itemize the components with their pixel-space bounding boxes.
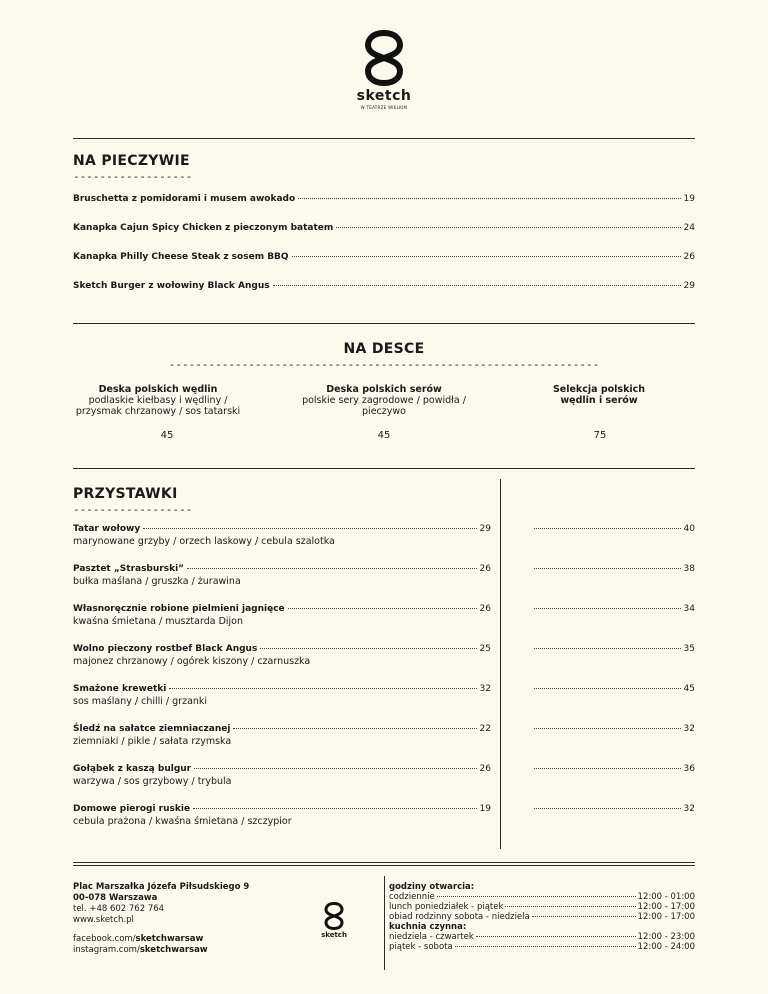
instagram-prefix: instagram.com/ (73, 945, 140, 955)
dot-leader (455, 946, 636, 947)
board-description: podlaskie kiełbasy i wędliny / przysmak chrzanowy / sos tatarski (75, 395, 241, 417)
board-name: Deska polskich wędlin (98, 384, 218, 395)
dot-leader (505, 906, 635, 907)
menu-item (73, 252, 695, 262)
instagram-link[interactable] (73, 945, 313, 956)
item-name: Kanapka Philly Cheese Steak z sosem BBQ (73, 252, 289, 262)
hours-row (389, 902, 695, 912)
brand-subtitle: W TEATRZE WIELKIM (360, 105, 408, 110)
menu-item-large (534, 804, 695, 814)
dot-leader (534, 648, 681, 649)
item-price-large: 32 (683, 804, 695, 814)
item-name: Smażone krewetki (73, 684, 167, 694)
board-description: polskie sery zagrodowe / powidła / pieczywo (302, 395, 466, 417)
item-description: cebula prażona / kwaśna śmietana / szczypior (73, 816, 292, 827)
menu-item (73, 524, 491, 547)
item-description: marynowane grzyby / orzech laskowy / cebula szalotka (73, 536, 335, 547)
menu-item (73, 684, 491, 707)
item-name: Pasztet „Strasburski” (73, 564, 185, 574)
address-line-2: 00-078 Warszawa (73, 893, 158, 903)
opening-hours (389, 882, 695, 952)
item-price-large: 38 (683, 564, 695, 574)
item-price: 26 (479, 564, 491, 574)
brand-name: sketch (356, 88, 412, 104)
board-item (536, 384, 662, 406)
item-name: Bruschetta z pomidorami i musem awokado (73, 194, 296, 204)
item-description: sos maślany / chilli / grzanki (73, 696, 208, 707)
menu-item-large (534, 724, 695, 734)
dot-leader (143, 528, 476, 529)
dot-leader (534, 768, 681, 769)
divider (73, 323, 695, 324)
hours-time: 12:00 - 17:00 (637, 912, 695, 922)
menu-item-large (534, 524, 695, 534)
section-underline: ------------------ (73, 503, 193, 516)
item-name: Kanapka Cajun Spicy Chicken z pieczonym batatem (73, 223, 334, 233)
item-price-large: 35 (683, 644, 695, 654)
dot-leader (194, 768, 476, 769)
item-description: warzywa / sos grzybowy / trybula (73, 776, 232, 787)
board-price: 75 (593, 430, 607, 441)
address-line-1: Plac Marszałka Józefa Piłsudskiego 9 (73, 882, 250, 892)
instagram-handle: sketchwarsaw (139, 945, 208, 955)
section-title-na-desce: NA DESCE (343, 341, 425, 357)
dot-leader (273, 285, 681, 286)
dot-leader (534, 528, 681, 529)
divider (73, 138, 695, 139)
menu-item (73, 564, 491, 587)
hours-title: godziny otwarcia: (389, 882, 475, 892)
item-price: 29 (479, 524, 491, 534)
item-price-large: 32 (683, 724, 695, 734)
dot-leader (534, 808, 681, 809)
menu-item (73, 194, 695, 204)
section-title-przystawki: PRZYSTAWKI (73, 486, 178, 502)
dot-leader (193, 808, 476, 809)
menu-item (73, 804, 491, 827)
menu-item-large (534, 684, 695, 694)
menu-item (73, 644, 491, 667)
dot-leader (534, 688, 681, 689)
menu-item (73, 223, 695, 233)
website-link[interactable]: www.sketch.pl (73, 915, 134, 925)
item-price-large: 36 (683, 764, 695, 774)
dot-leader (336, 227, 680, 228)
kitchen-label: piątek - sobota (389, 942, 453, 952)
item-name: Domowe pierogi ruskie (73, 804, 191, 814)
item-name: Gołąbek z kaszą bulgur (73, 764, 192, 774)
kitchen-label: niedziela - czwartek (389, 932, 474, 942)
kitchen-row (389, 942, 695, 952)
dot-leader (532, 916, 636, 917)
dot-leader (288, 608, 477, 609)
section-underline: ----------------------------------------------------------------- (168, 358, 600, 371)
divider (73, 862, 695, 863)
item-name: Tatar wołowy (73, 524, 141, 534)
dot-leader (534, 568, 681, 569)
footer-contact (73, 882, 313, 956)
dot-leader (534, 608, 681, 609)
hours-label: obiad rodzinny sobota - niedziela (389, 912, 530, 922)
menu-item-large (534, 644, 695, 654)
dot-leader (292, 256, 681, 257)
board-name: Selekcja polskich wędlin i serów (552, 384, 646, 406)
item-description: majonez chrzanowy / ogórek kiszony / czarnuszka (73, 656, 311, 667)
facebook-link[interactable] (73, 934, 313, 945)
hours-label: codziennie (389, 892, 435, 902)
sketch-s-logo-icon (323, 902, 345, 930)
item-price-large: 40 (683, 524, 695, 534)
item-name: Własnoręcznie robione pielmieni jagnięce (73, 604, 285, 614)
item-name: Wolno pieczony rostbef Black Angus (73, 644, 258, 654)
menu-item (73, 604, 491, 627)
item-price: 26 (479, 604, 491, 614)
board-price: 45 (377, 430, 391, 441)
item-name: Śledź na sałatce ziemniaczanej (73, 724, 231, 734)
item-price: 25 (479, 644, 491, 654)
kitchen-title: kuchnia czynna: (389, 922, 467, 932)
hours-label: lunch poniedziałek - piątek (389, 902, 504, 912)
menu-item (73, 281, 695, 291)
item-price: 29 (683, 281, 695, 291)
dot-leader (476, 936, 636, 937)
kitchen-time: 12:00 - 24:00 (637, 942, 695, 952)
section-underline: ------------------ (73, 170, 193, 183)
item-price: 24 (683, 223, 695, 233)
menu-item (73, 724, 491, 747)
footer-logo-name: sketch (321, 931, 347, 939)
item-price: 26 (683, 252, 695, 262)
dot-leader (298, 198, 680, 199)
board-price: 45 (160, 430, 174, 441)
item-price-large: 45 (683, 684, 695, 694)
brand-logo (350, 30, 418, 110)
item-description: ziemniaki / pikle / sałata rzymska (73, 736, 232, 747)
dot-leader (437, 896, 636, 897)
board-item (294, 384, 474, 417)
dot-leader (534, 728, 681, 729)
menu-item-large (534, 764, 695, 774)
dot-leader (233, 728, 476, 729)
menu-item-large (534, 564, 695, 574)
item-name: Sketch Burger z wołowiny Black Angus (73, 281, 270, 291)
dot-leader (169, 688, 476, 689)
footer-logo (316, 902, 352, 939)
kitchen-time: 12:00 - 23:00 (637, 932, 695, 942)
hours-row (389, 912, 695, 922)
item-price: 19 (479, 804, 491, 814)
section-title-na-pieczywie: NA PIECZYWIE (73, 153, 190, 169)
menu-item-large (534, 604, 695, 614)
sketch-s-logo-icon (362, 30, 406, 86)
hours-row (389, 892, 695, 902)
item-description: bułka maślana / gruszka / żurawina (73, 576, 241, 587)
phone-number: tel. +48 602 762 764 (73, 904, 165, 914)
divider (73, 865, 695, 866)
item-price: 26 (479, 764, 491, 774)
item-price: 22 (479, 724, 491, 734)
board-name: Deska polskich serów (326, 384, 442, 395)
item-description: kwaśna śmietana / musztarda Dijon (73, 616, 244, 627)
kitchen-row (389, 932, 695, 942)
hours-time: 12:00 - 17:00 (637, 902, 695, 912)
item-price: 19 (683, 194, 695, 204)
dot-leader (187, 568, 476, 569)
dot-leader (260, 648, 476, 649)
facebook-handle: sketchwarsaw (135, 934, 204, 944)
board-item (68, 384, 248, 417)
item-price: 32 (479, 684, 491, 694)
divider (73, 468, 695, 469)
menu-item (73, 764, 491, 787)
column-divider (500, 479, 501, 849)
hours-time: 12:00 - 01:00 (637, 892, 695, 902)
facebook-prefix: facebook.com/ (73, 934, 136, 944)
footer-divider (384, 876, 385, 970)
item-price-large: 34 (683, 604, 695, 614)
